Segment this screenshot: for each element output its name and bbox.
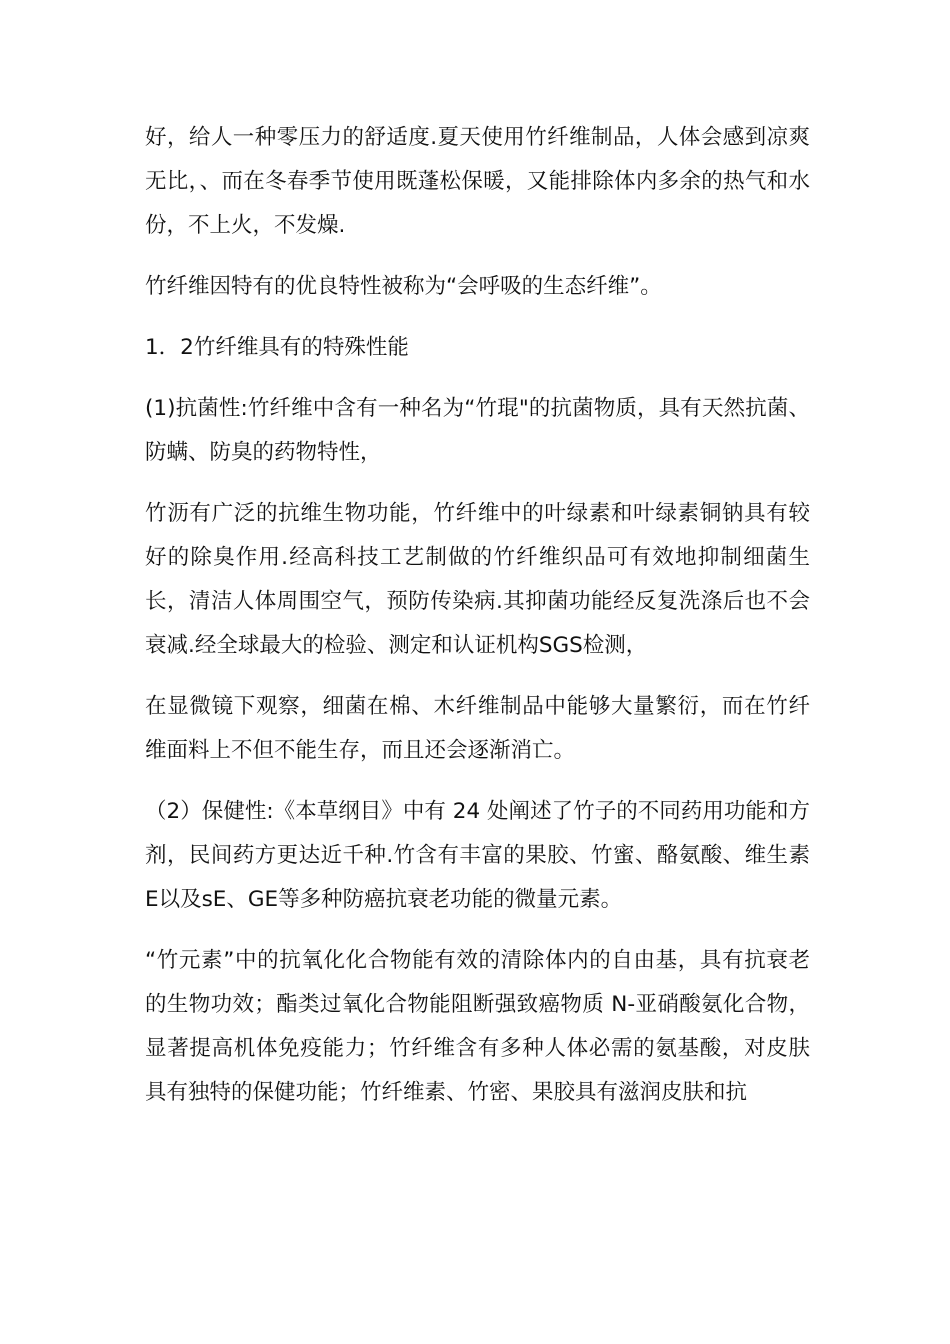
- paragraph-health: （2）保健性:《本草纲目》中有 24 处阐述了竹子的不同药用功能和方剂，民间药方更达近千种.竹含有丰富的果胶、竹蜜、酪氨酸、维生素E以及sE、GE等多种防癌抗衰老功能的微量元素。: [145, 799, 810, 912]
- paragraph-microscope: 在显微镜下观察，细菌在棉、木纤维制品中能够大量繁衍，而在竹纤维面料上不但不能生存，而且还会逐渐消亡。: [145, 694, 810, 763]
- section-heading: 1．2竹纤维具有的特殊性能: [145, 335, 409, 360]
- document-body: [145, 116, 810, 1132]
- paragraph-deodorizing: 竹沥有广泛的抗维生物功能，竹纤维中的叶绿素和叶绿素铜钠具有较好的除臭作用.经高科技工艺制做的竹纤维织品可有效地抑制细菌生长，清洁人体周围空气，预防传染病.其抑菌功能经反复洗涤后也不会衰减.经全球最大的检验、测定和认证机构SGS检测，: [145, 501, 810, 658]
- paragraph-breathing-fiber: 竹纤维因特有的优良特性被称为“会呼吸的生态纤维”。: [145, 274, 662, 299]
- paragraph-antibacterial: (1)抗菌性:竹纤维中含有一种名为“竹琨"的抗菌物质，具有天然抗菌、防螨、防臭的药物特性，: [145, 396, 810, 465]
- paragraph-comfort: 好，给人一种零压力的舒适度.夏天使用竹纤维制品，人体会感到凉爽无比，、而在冬春季节使用既蓬松保暖，又能排除体内多余的热气和水份，不上火，不发燥.: [145, 125, 810, 238]
- paragraph-antioxidant: “竹元素”中的抗氧化化合物能有效的清除体内的自由基，具有抗衰老的生物功效；酯类过氧化合物能阻断强致癌物质 N-亚硝酸氨化合物，显著提高机体免疫能力；竹纤维含有多种人体必需的氨基酸，对皮肤具有独特的保健功能；竹纤维素、竹密、果胶具有滋润皮肤和抗: [145, 948, 810, 1105]
